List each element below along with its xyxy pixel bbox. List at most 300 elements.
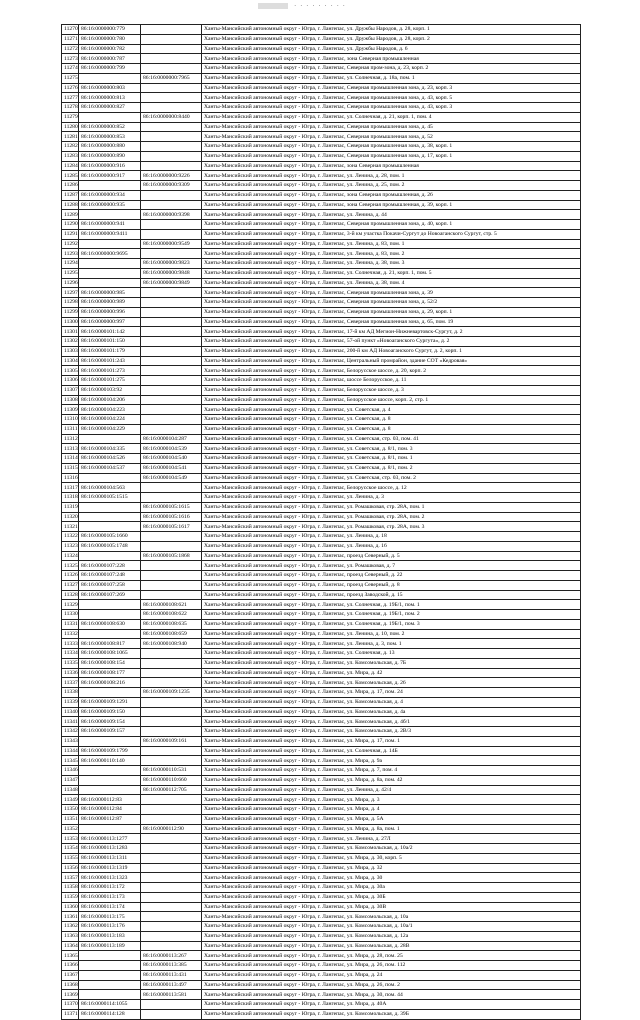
- cadastral-number-cell: 86:16:0000104:563: [79, 483, 141, 493]
- row-number-cell: 11329: [62, 600, 79, 610]
- table-row: [62, 161, 581, 171]
- room-number-cell: [141, 814, 202, 824]
- cadastral-number-cell: 86:16:0000108:177: [79, 668, 141, 678]
- table-row: [62, 805, 581, 815]
- room-number-cell: [141, 746, 202, 756]
- row-number-cell: 11333: [62, 639, 79, 649]
- row-number-cell: 11285: [62, 171, 79, 181]
- room-number-cell: [141, 707, 202, 717]
- cadastral-number-cell: 86:16:0000113:174: [79, 902, 141, 912]
- address-cell: Ханты-Мансийский автономный округ - Югра, г. Лангепас, Северная промышленная зона, д. 65, пом. 19: [202, 317, 581, 327]
- row-number-cell: 11274: [62, 64, 79, 74]
- room-number-cell: [141, 795, 202, 805]
- table-row: [62, 444, 581, 454]
- cadastral-number-cell: [79, 970, 141, 980]
- address-cell: Ханты-Мансийский автономный округ - Югра, г. Лангепас, ул. Мира, д. 8а, пом. 1: [202, 824, 581, 834]
- table-row: [62, 775, 581, 785]
- table-row: [62, 346, 581, 356]
- address-cell: Ханты-Мансийский автономный округ - Югра, г. Лангепас, зона Северная промышленная, д. 39, корп. 1: [202, 200, 581, 210]
- room-number-cell: [141, 151, 202, 161]
- address-cell: Ханты-Мансийский автономный округ - Югра, г. Лангепас, ул. Ромашковая, стр. 28А, пом. 2: [202, 512, 581, 522]
- address-cell: Ханты-Мансийский автономный округ - Югра, г. Лангепас, Северная промышленная зона, д. 29, корп. 1: [202, 307, 581, 317]
- cadastral-number-cell: 86:16:0000108:154: [79, 658, 141, 668]
- table-row: [62, 200, 581, 210]
- address-cell: Ханты-Мансийский автономный округ - Югра, г. Лангепас, ул. Мира, д. 30, пом. 44: [202, 990, 581, 1000]
- table-row: [62, 181, 581, 191]
- cadastral-number-cell: [79, 268, 141, 278]
- room-number-cell: [141, 376, 202, 386]
- room-number-cell: [141, 834, 202, 844]
- room-number-cell: [141, 132, 202, 142]
- address-cell: Ханты-Мансийский автономный округ - Югра, г. Лангепас, ул. Ромашковая, стр. 28А, пом. 1: [202, 502, 581, 512]
- table-row: [62, 922, 581, 932]
- cadastral-number-cell: 86:16:0000000:934: [79, 190, 141, 200]
- cadastral-number-cell: 86:16:0000000:917: [79, 171, 141, 181]
- cadastral-number-cell: 86:16:0000109:157: [79, 727, 141, 737]
- address-cell: Ханты-Мансийский автономный округ - Югра, г. Лангепас, ул. Ленина, д. 27Л: [202, 834, 581, 844]
- row-number-cell: 11331: [62, 619, 79, 629]
- address-cell: Ханты-Мансийский автономный округ - Югра, г. Лангепас, ул. Ленина, д. 25, пом. 2: [202, 181, 581, 191]
- table-row: [62, 1009, 581, 1019]
- table-row: [62, 395, 581, 405]
- table-row: [62, 132, 581, 142]
- room-number-cell: [141, 483, 202, 493]
- room-number-cell: 86:16:0000104:540: [141, 454, 202, 464]
- stamp-blot-icon: [258, 3, 288, 9]
- cadastral-number-cell: 86:16:0000113:1283: [79, 844, 141, 854]
- cadastral-number-cell: 86:16:0000113:172: [79, 883, 141, 893]
- address-cell: Ханты-Мансийский автономный округ - Югра, г. Лангепас, ул. Комсомольская, д. 10а/2: [202, 844, 581, 854]
- room-number-cell: 86:16:0000110:660: [141, 775, 202, 785]
- address-cell: Ханты-Мансийский автономный округ - Югра, г. Лангепас, ул. Ленина, д. 3, пом. 1: [202, 639, 581, 649]
- cadastral-number-cell: [79, 824, 141, 834]
- room-number-cell: [141, 317, 202, 327]
- room-number-cell: 86:16:0000113:581: [141, 990, 202, 1000]
- cadastral-number-cell: 86:16:0000109:150: [79, 707, 141, 717]
- address-cell: Ханты-Мансийский автономный округ - Югра, г. Лангепас, ул. Солнечная, д. 19Б/1, пом. 2: [202, 610, 581, 620]
- row-number-cell: 11277: [62, 93, 79, 103]
- address-cell: Ханты-Мансийский автономный округ - Югра, г. Лангепас, зона Северная промышленная: [202, 54, 581, 64]
- table-row: [62, 756, 581, 766]
- room-number-cell: 86:16:0000112:90: [141, 824, 202, 834]
- cadastral-number-cell: 86:16:0000109:1799: [79, 746, 141, 756]
- room-number-cell: [141, 678, 202, 688]
- cadastral-number-cell: 86:16:0000105:1748: [79, 541, 141, 551]
- address-cell: Ханты-Мансийский автономный округ - Югра, г. Лангепас, ул. Советская, д. 4: [202, 405, 581, 415]
- cadastral-number-cell: 86:16:0000000:799: [79, 64, 141, 74]
- room-number-cell: [141, 190, 202, 200]
- room-number-cell: [141, 1000, 202, 1010]
- address-cell: Ханты-Мансийский автономный округ - Югра, г. Лангепас, ул. Советская, д. 8/1, пом. 2: [202, 463, 581, 473]
- address-cell: Ханты-Мансийский автономный округ - Югра, г. Лангепас, ул. Комсомольская, д. 10а/1: [202, 922, 581, 932]
- address-cell: Ханты-Мансийский автономный округ - Югра, г. Лангепас, ул. Мира, д. 24: [202, 970, 581, 980]
- row-number-cell: 11325: [62, 561, 79, 571]
- table-row: [62, 34, 581, 44]
- row-number-cell: 11366: [62, 961, 79, 971]
- row-number-cell: 11342: [62, 727, 79, 737]
- cadastral-number-cell: [79, 990, 141, 1000]
- row-number-cell: 11322: [62, 532, 79, 542]
- address-cell: Ханты-Мансийский автономный округ - Югра, г. Лангепас, ул. Мира, д. 42: [202, 668, 581, 678]
- cadastral-number-cell: [79, 629, 141, 639]
- room-number-cell: 86:16:0000104:287: [141, 434, 202, 444]
- room-number-cell: [141, 298, 202, 308]
- table-row: [62, 229, 581, 239]
- table-row: [62, 1000, 581, 1010]
- address-cell: Ханты-Мансийский автономный округ - Югра, г. Лангепас, ул. Мира, д. 7, пом. 4: [202, 766, 581, 776]
- table-row: [62, 795, 581, 805]
- table-row: [62, 44, 581, 54]
- room-number-cell: [141, 658, 202, 668]
- table-row: [62, 688, 581, 698]
- room-number-cell: [141, 580, 202, 590]
- table-row: [62, 327, 581, 337]
- table-row: [62, 629, 581, 639]
- table-row: [62, 746, 581, 756]
- room-number-cell: [141, 405, 202, 415]
- table-row: [62, 541, 581, 551]
- room-number-cell: [141, 161, 202, 171]
- cadastral-number-cell: 86:16:0000110:140: [79, 756, 141, 766]
- table-row: [62, 766, 581, 776]
- room-number-cell: [141, 532, 202, 542]
- address-cell: Ханты-Мансийский автономный округ - Югра, г. Лангепас, ул. Комсомольская, д. 7Б: [202, 658, 581, 668]
- room-number-cell: 86:16:0000000:9226: [141, 171, 202, 181]
- cadastral-number-cell: 86:16:0000000:989: [79, 298, 141, 308]
- row-number-cell: 11358: [62, 883, 79, 893]
- table-row: [62, 454, 581, 464]
- cadastral-number-cell: [79, 775, 141, 785]
- cadastral-number-cell: 86:16:0000101:243: [79, 356, 141, 366]
- table-row: [62, 600, 581, 610]
- room-number-cell: 86:16:0000113:267: [141, 951, 202, 961]
- room-number-cell: 86:16:0000105:1617: [141, 522, 202, 532]
- row-number-cell: 11270: [62, 25, 79, 35]
- cadastral-number-cell: [79, 961, 141, 971]
- cadastral-number-cell: 86:16:0000000:853: [79, 132, 141, 142]
- row-number-cell: 11347: [62, 775, 79, 785]
- room-number-cell: 86:16:0000109:1235: [141, 688, 202, 698]
- table-row: [62, 483, 581, 493]
- address-cell: Ханты-Мансийский автономный округ - Югра, г. Лангепас, Северная промышленная зона, д. 52: [202, 132, 581, 142]
- row-number-cell: 11304: [62, 356, 79, 366]
- row-number-cell: 11306: [62, 376, 79, 386]
- row-number-cell: 11337: [62, 678, 79, 688]
- table-row: [62, 151, 581, 161]
- cadastral-number-cell: [79, 434, 141, 444]
- room-number-cell: [141, 327, 202, 337]
- room-number-cell: [141, 1009, 202, 1019]
- table-row: [62, 493, 581, 503]
- room-number-cell: [141, 25, 202, 35]
- cadastral-number-cell: 86:16:0000108:630: [79, 619, 141, 629]
- row-number-cell: 11271: [62, 34, 79, 44]
- cadastral-number-cell: 86:16:0000108:1065: [79, 649, 141, 659]
- row-number-cell: 11278: [62, 103, 79, 113]
- cadastral-number-cell: 86:16:0000101:142: [79, 327, 141, 337]
- cadastral-number-cell: 86:16:0000113:1319: [79, 863, 141, 873]
- row-number-cell: 11340: [62, 707, 79, 717]
- room-number-cell: [141, 415, 202, 425]
- row-number-cell: 11294: [62, 259, 79, 269]
- table-row: [62, 736, 581, 746]
- address-cell: Ханты-Мансийский автономный округ - Югра, г. Лангепас, Белорусское шоссе, д. 20, корп. 2: [202, 366, 581, 376]
- row-number-cell: 11367: [62, 970, 79, 980]
- room-number-cell: [141, 142, 202, 152]
- table-row: [62, 278, 581, 288]
- row-number-cell: 11287: [62, 190, 79, 200]
- cadastral-number-cell: [79, 73, 141, 83]
- address-cell: Ханты-Мансийский автономный округ - Югра, г. Лангепас, Северная пром-зона, д. 23, корп. 2: [202, 64, 581, 74]
- row-number-cell: 11356: [62, 863, 79, 873]
- header-stamp: · · · · · · · · ·: [258, 2, 346, 10]
- table-row: [62, 249, 581, 259]
- address-cell: Ханты-Мансийский автономный округ - Югра, г. Лангепас, ул. Мира, д. 40А: [202, 1000, 581, 1010]
- table-row: [62, 337, 581, 347]
- row-number-cell: 11355: [62, 853, 79, 863]
- row-number-cell: 11336: [62, 668, 79, 678]
- row-number-cell: 11362: [62, 922, 79, 932]
- row-number-cell: 11298: [62, 298, 79, 308]
- cadastral-number-cell: 86:16:0000113:189: [79, 941, 141, 951]
- address-cell: Ханты-Мансийский автономный округ - Югра, г. Лангепас, ул. Мира, д. 17, пом. 24: [202, 688, 581, 698]
- row-number-cell: 11273: [62, 54, 79, 64]
- table-row: [62, 376, 581, 386]
- row-number-cell: 11283: [62, 151, 79, 161]
- address-cell: Ханты-Мансийский автономный округ - Югра, г. Лангепас, ул. Ленина, д. 3: [202, 493, 581, 503]
- room-number-cell: [141, 83, 202, 93]
- table-row: [62, 561, 581, 571]
- room-number-cell: [141, 863, 202, 873]
- row-number-cell: 11272: [62, 44, 79, 54]
- address-cell: Ханты-Мансийский автономный округ - Югра, г. Лангепас, шоссе Белорусское, д. 11: [202, 376, 581, 386]
- cadastral-number-cell: 86:16:0000000:935: [79, 200, 141, 210]
- cadastral-number-cell: [79, 522, 141, 532]
- cadastral-number-cell: [79, 278, 141, 288]
- room-number-cell: 86:16:0000000:9849: [141, 278, 202, 288]
- room-number-cell: [141, 697, 202, 707]
- room-number-cell: [141, 93, 202, 103]
- row-number-cell: 11321: [62, 522, 79, 532]
- row-number-cell: 11339: [62, 697, 79, 707]
- cadastral-number-cell: [79, 473, 141, 483]
- table-row: [62, 239, 581, 249]
- address-cell: Ханты-Мансийский автономный округ - Югра, г. Лангепас, ул. Комсомольская, д. 10а: [202, 912, 581, 922]
- room-number-cell: [141, 200, 202, 210]
- address-cell: Ханты-Мансийский автономный округ - Югра, г. Лангепас, ул. Комсомольская, д. 12а: [202, 931, 581, 941]
- row-number-cell: 11364: [62, 941, 79, 951]
- table-row: [62, 171, 581, 181]
- cadastral-number-cell: 86:16:0000114:128: [79, 1009, 141, 1019]
- row-number-cell: 11353: [62, 834, 79, 844]
- cadastral-number-cell: 86:16:0000000:779: [79, 25, 141, 35]
- cadastral-number-cell: [79, 736, 141, 746]
- address-cell: Ханты-Мансийский автономный округ - Югра, г. Лангепас, зона Северная промышленная, д. 26: [202, 190, 581, 200]
- room-number-cell: [141, 590, 202, 600]
- cadastral-number-cell: 86:16:0000113:176: [79, 922, 141, 932]
- cadastral-number-cell: 86:16:0000113:1323: [79, 873, 141, 883]
- row-number-cell: 11301: [62, 327, 79, 337]
- row-number-cell: 11276: [62, 83, 79, 93]
- address-cell: Ханты-Мансийский автономный округ - Югра, г. Лангепас, ул. Мира, д. 32: [202, 863, 581, 873]
- cadastral-number-cell: [79, 610, 141, 620]
- cadastral-number-cell: 86:16:0000101:275: [79, 376, 141, 386]
- room-number-cell: 86:16:0000104:549: [141, 473, 202, 483]
- table-row: [62, 658, 581, 668]
- address-cell: Ханты-Мансийский автономный округ - Югра, г. Лангепас, ул. Мира, д. 30, корп. 5: [202, 853, 581, 863]
- row-number-cell: 11320: [62, 512, 79, 522]
- table-row: [62, 892, 581, 902]
- row-number-cell: 11341: [62, 717, 79, 727]
- room-number-cell: 86:16:0000112:705: [141, 785, 202, 795]
- room-number-cell: 86:16:0000108:622: [141, 610, 202, 620]
- cadastral-number-cell: 86:16:0000000:880: [79, 142, 141, 152]
- address-cell: Ханты-Мансийский автономный округ - Югра, г. Лангепас, ул. Ленина, д. 10, пом. 2: [202, 629, 581, 639]
- row-number-cell: 11326: [62, 571, 79, 581]
- cadastral-number-cell: 86:16:0000000:916: [79, 161, 141, 171]
- cadastral-number-cell: 86:16:0000000:890: [79, 151, 141, 161]
- cadastral-number-cell: 86:16:0000113:173: [79, 892, 141, 902]
- row-number-cell: 11315: [62, 463, 79, 473]
- row-number-cell: 11370: [62, 1000, 79, 1010]
- address-cell: Ханты-Мансийский автономный округ - Югра, г. Лангепас, ул. Мира, д. 28, пом. 25: [202, 951, 581, 961]
- table-row: [62, 970, 581, 980]
- address-cell: Ханты-Мансийский автономный округ - Югра, г. Лангепас, проезд Северный, д. 5: [202, 551, 581, 561]
- row-number-cell: 11314: [62, 454, 79, 464]
- address-cell: Ханты-Мансийский автономный округ - Югра, г. Лангепас, ул. Солнечная, д. 18а, пом. 1: [202, 73, 581, 83]
- room-number-cell: 86:16:0000000:7965: [141, 73, 202, 83]
- row-number-cell: 11348: [62, 785, 79, 795]
- cadastral-number-cell: 86:16:0000109:1291: [79, 697, 141, 707]
- room-number-cell: [141, 541, 202, 551]
- table-row: [62, 522, 581, 532]
- room-number-cell: [141, 922, 202, 932]
- room-number-cell: [141, 902, 202, 912]
- address-cell: Ханты-Мансийский автономный округ - Югра, г. Лангепас, Северная промышленная зона, д. 39: [202, 288, 581, 298]
- room-number-cell: [141, 756, 202, 766]
- address-cell: Ханты-Мансийский автономный округ - Югра, г. Лангепас, Северная промышленная зона, д. 23, корп. 3: [202, 83, 581, 93]
- cadastral-number-cell: 86:16:0000000:996: [79, 307, 141, 317]
- table-row: [62, 64, 581, 74]
- row-number-cell: 11334: [62, 649, 79, 659]
- room-number-cell: 86:16:0000105:1616: [141, 512, 202, 522]
- room-number-cell: 86:16:0000113:431: [141, 970, 202, 980]
- address-cell: Ханты-Мансийский автономный округ - Югра, г. Лангепас, ул. Дружбы Народов, д. 28, корп. 1: [202, 25, 581, 35]
- room-number-cell: [141, 385, 202, 395]
- row-number-cell: 11288: [62, 200, 79, 210]
- table-row: [62, 727, 581, 737]
- address-cell: Ханты-Мансийский автономный округ - Югра, г. Лангепас, Белорусское шоссе, д. 12: [202, 483, 581, 493]
- room-number-cell: [141, 883, 202, 893]
- address-cell: Ханты-Мансийский автономный округ - Югра, г. Лангепас, Северная промышленная зона, д. 40, корп. 1: [202, 220, 581, 230]
- row-number-cell: 11290: [62, 220, 79, 230]
- address-cell: Ханты-Мансийский автономный округ - Югра, г. Лангепас, ул. Ленина, д. 38, пом. 4: [202, 278, 581, 288]
- cadastral-number-cell: 86:16:0000000:9411: [79, 229, 141, 239]
- table-row: [62, 853, 581, 863]
- row-number-cell: 11280: [62, 122, 79, 132]
- row-number-cell: 11368: [62, 980, 79, 990]
- address-cell: Ханты-Мансийский автономный округ - Югра, г. Лангепас, Северная промышленная зона, д. 38, корп. 1: [202, 142, 581, 152]
- address-cell: Ханты-Мансийский автономный округ - Югра, г. Лангепас, Белорусское шоссе, корп. 2, стр. 1: [202, 395, 581, 405]
- room-number-cell: [141, 941, 202, 951]
- cadastral-number-cell: 86:16:0000000:787: [79, 54, 141, 64]
- row-number-cell: 11316: [62, 473, 79, 483]
- table-row: [62, 532, 581, 542]
- table-row: [62, 356, 581, 366]
- room-number-cell: 86:16:0000000:9848: [141, 268, 202, 278]
- cadastral-number-cell: [79, 512, 141, 522]
- table-row: [62, 961, 581, 971]
- address-cell: Ханты-Мансийский автономный округ - Югра, г. Лангепас, ул. Комсомольская, д. 4б/1: [202, 717, 581, 727]
- cadastral-number-cell: [79, 259, 141, 269]
- row-number-cell: 11308: [62, 395, 79, 405]
- address-cell: Ханты-Мансийский автономный округ - Югра, г. Лангепас, ул. Советская, стр. 03, пом. 2: [202, 473, 581, 483]
- room-number-cell: [141, 64, 202, 74]
- room-number-cell: [141, 717, 202, 727]
- row-number-cell: 11332: [62, 629, 79, 639]
- room-number-cell: [141, 249, 202, 259]
- table-row: [62, 434, 581, 444]
- table-row: [62, 93, 581, 103]
- cadastral-number-cell: 86:16:0000113:1277: [79, 834, 141, 844]
- table-row: [62, 844, 581, 854]
- table-row: [62, 190, 581, 200]
- room-number-cell: [141, 892, 202, 902]
- row-number-cell: 11352: [62, 824, 79, 834]
- row-number-cell: 11313: [62, 444, 79, 454]
- address-cell: Ханты-Мансийский автономный округ - Югра, г. Лангепас, Северная промышленная зона, д. 52/2: [202, 298, 581, 308]
- address-cell: Ханты-Мансийский автономный округ - Югра, г. Лангепас, Северная промышленная зона, д. 45: [202, 122, 581, 132]
- row-number-cell: 11323: [62, 541, 79, 551]
- table-row: [62, 122, 581, 132]
- row-number-cell: 11360: [62, 902, 79, 912]
- room-number-cell: [141, 34, 202, 44]
- room-number-cell: 86:16:0000000:9309: [141, 181, 202, 191]
- room-number-cell: 86:16:0000110:531: [141, 766, 202, 776]
- address-cell: Ханты-Мансийский автономный округ - Югра, г. Лангепас, ул. Ленина, д. 44: [202, 210, 581, 220]
- room-number-cell: [141, 44, 202, 54]
- cadastral-number-cell: 86:16:0000104:229: [79, 424, 141, 434]
- row-number-cell: 11292: [62, 239, 79, 249]
- table-row: [62, 298, 581, 308]
- table-row: [62, 678, 581, 688]
- address-cell: Ханты-Мансийский автономный округ - Югра, г. Лангепас, ул. Солнечная, д. 19Б/1, пом. 1: [202, 600, 581, 610]
- cadastral-number-cell: [79, 766, 141, 776]
- address-cell: Ханты-Мансийский автономный округ - Югра, г. Лангепас, ул. Солнечная, д. 13: [202, 649, 581, 659]
- row-number-cell: 11335: [62, 658, 79, 668]
- room-number-cell: [141, 931, 202, 941]
- address-cell: Ханты-Мансийский автономный округ - Югра, г. Лангепас, 57-ой пункт «Новоаганского Сургута», д. 2: [202, 337, 581, 347]
- table-row: [62, 571, 581, 581]
- cadastral-number-cell: 86:16:0000000:852: [79, 122, 141, 132]
- address-cell: Ханты-Мансийский автономный округ - Югра, г. Лангепас, ул. Мира, д. 26, пом. 112: [202, 961, 581, 971]
- address-cell: Ханты-Мансийский автономный округ - Югра, г. Лангепас, ул. Мира, д. 30а: [202, 883, 581, 893]
- room-number-cell: [141, 853, 202, 863]
- cadastral-number-cell: 86:16:0000000:827: [79, 103, 141, 113]
- table-row: [62, 317, 581, 327]
- row-number-cell: 11365: [62, 951, 79, 961]
- address-cell: Ханты-Мансийский автономный округ - Югра, г. Лангепас, ул. Ленина, д. 83, пом. 1: [202, 239, 581, 249]
- address-cell: Ханты-Мансийский автономный округ - Югра, г. Лангепас, ул. Мира, д. 30: [202, 873, 581, 883]
- cadastral-number-cell: 86:16:0000108:216: [79, 678, 141, 688]
- table-row: [62, 307, 581, 317]
- row-number-cell: 11299: [62, 307, 79, 317]
- row-number-cell: 11309: [62, 405, 79, 415]
- cadastral-number-cell: 86:16:0000112:84: [79, 805, 141, 815]
- address-cell: Ханты-Мансийский автономный округ - Югра, г. Лангепас, ул. Дружбы Народов, д. 6: [202, 44, 581, 54]
- cadastral-number-cell: [79, 980, 141, 990]
- row-number-cell: 11312: [62, 434, 79, 444]
